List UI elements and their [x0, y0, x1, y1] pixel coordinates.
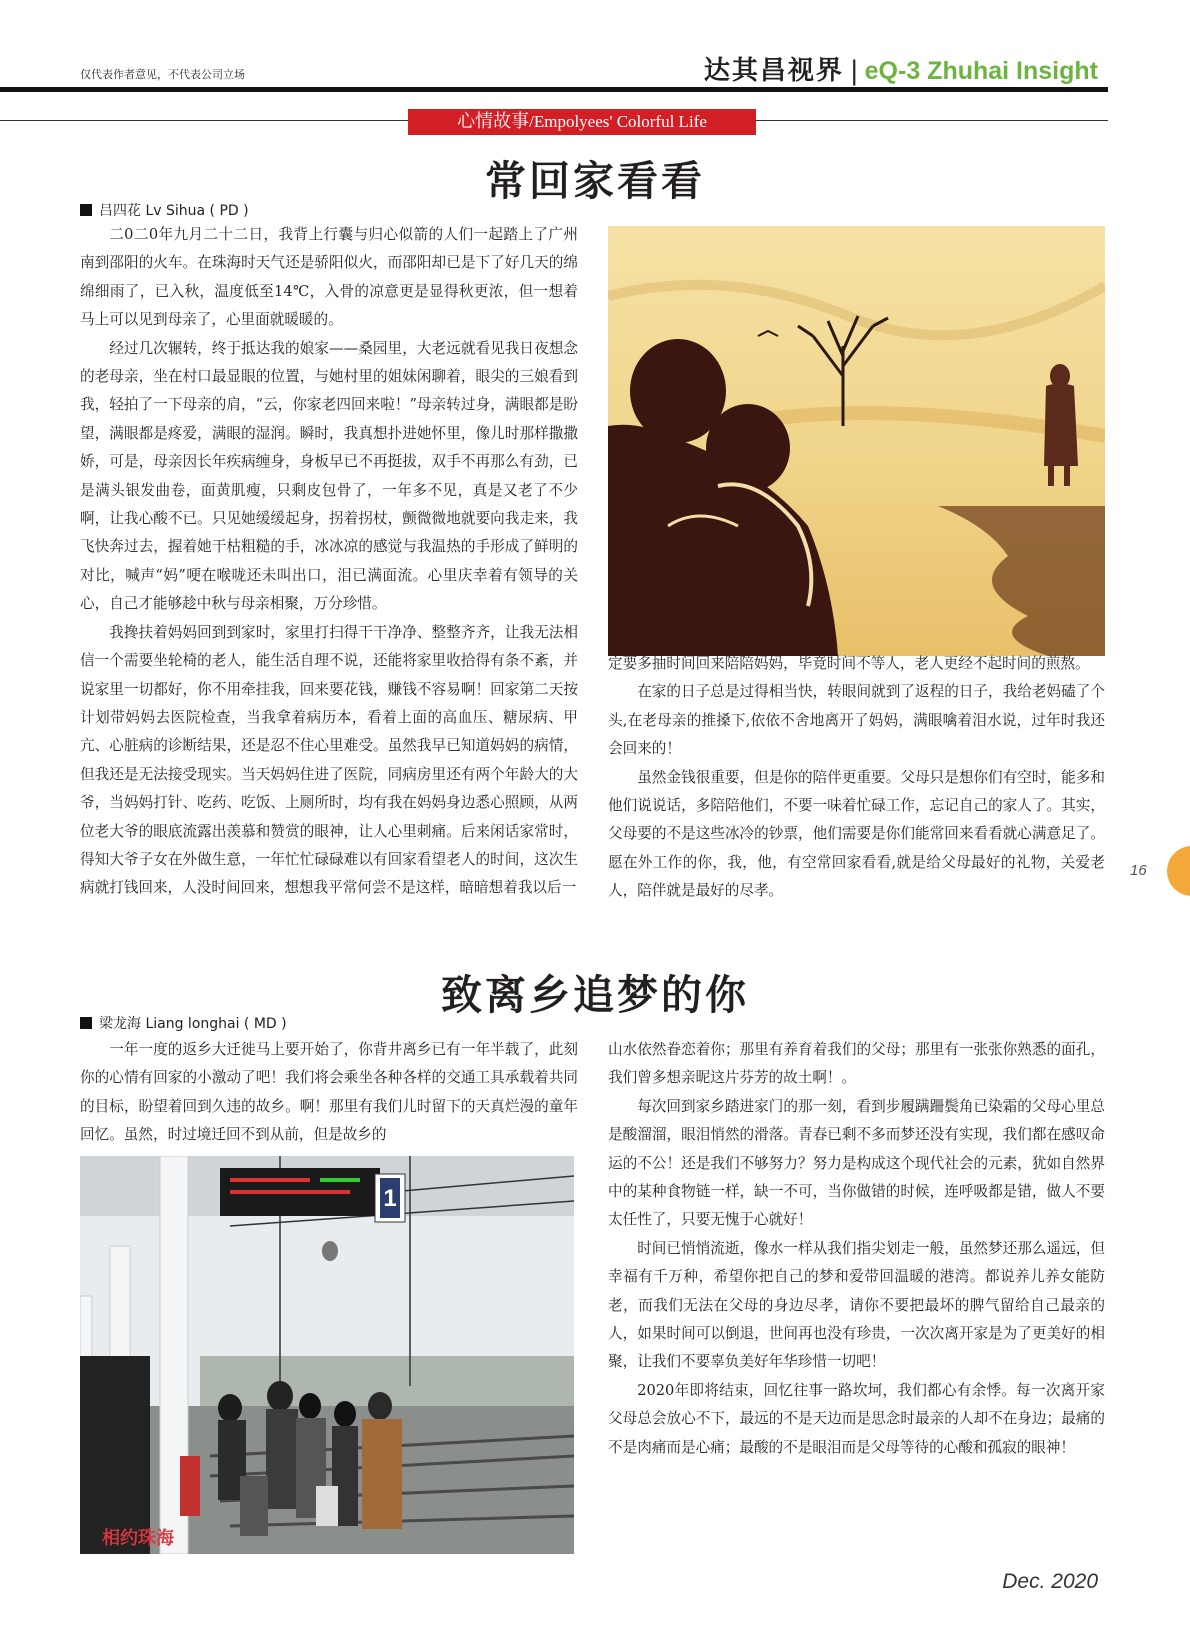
- photo-svg: [80, 1156, 574, 1554]
- brand-cn: 达其昌视界: [703, 56, 844, 86]
- article1-paragraph: 我搀扶着妈妈回到到家时，家里打扫得干干净净、整整齐齐，让我无法相信一个需要坐轮椅的老人，能生活自理不说，还能将家里收拾得有条不紊，并说家里一切都好，你不用牵挂我，回来要花钱，赚钱不容易啊！回家第二天按计划带妈妈去医院检查，当我拿着病历本，看着上面的高血压、糖尿病、甲亢、心脏病的诊断结果，还是忍不住心里难受。虽然我早已知道妈妈的病情，但我还是无法接受现实。当天妈妈住进了医院，同病房里还有两个年龄大的大爷，当妈妈打针、吃药、吃饭、上厕所时，均有我在妈妈身边悉心照顾，从两位老大爷的眼底流露出羡慕和赞赏的眼神，让人心里刺痛。后来闲话家常时，得知大爷子女在外做生意，一年忙忙碌碌难以有回家看望老人的时间，这次生病就打钱回来，人没时间回来，想想我平常何尝不是这样，暗暗想着我以后一: [80, 623, 578, 897]
- article2-title: 致离乡追梦的你: [441, 971, 749, 1019]
- brand-separator: |: [849, 56, 859, 86]
- masthead: [704, 50, 1098, 87]
- article1-left-column: [80, 221, 578, 903]
- article2-paragraph: 山水依然眷恋着你；那里有养育着我们的父母；那里有一张张你熟悉的面孔，我们曾多想亲昵这片芬芳的故土啊！。: [608, 1041, 1105, 1087]
- article2-paragraph: 每次回到家乡踏进家门的那一刻，看到步履蹒跚鬓角已染霜的父母心里总是酸溜溜，眼泪悄然的滑落。青春已剩不多而梦还没有实现，我们都在感叹命运的不公！还是我们不够努力？努力是构成这个现代社会的元素，犹如自然界中的某种食物链一样，缺一不可，当你做错的时候，连呼吸都是错，做人不要太任性了，只要无愧于心就好！: [608, 1097, 1105, 1229]
- article1-paragraph: 虽然金钱很重要，但是你的陪伴更重要。父母只是想你们有空时，能多和他们说说话，多陪陪他们，不要一味着忙碌工作，忘记自己的家人了。其实，父母要的不是这些冰冷的钞票，他们需要是你们能常回来看看就心满意足了。愿在外工作的你，我，他，有空常回家看看,就是给父母最好的礼物，关爱老人，陪伴就是最好的尽孝。: [608, 768, 1105, 900]
- article2-paragraph: 一年一度的返乡大迁徙马上要开始了，你背井离乡已有一年半载了，此刻你的心情有回家的小激动了吧！我们将会乘坐各种各样的交通工具承载着共同的目标，盼望着回到久违的故乡。啊！那里有我们儿时留下的天真烂漫的童年回忆。虽然，时过境迁回不到从前，但是故乡的: [80, 1041, 578, 1144]
- article2-author: 梁龙海 Liang longhai ( MD ): [99, 1016, 287, 1032]
- byline-square-icon: [80, 204, 92, 216]
- page-tab: [1167, 846, 1190, 896]
- article2-right-column: [608, 1036, 1105, 1462]
- article1-paragraph: 二0二0年九月二十二日，我背上行囊与归心似箭的人们一起踏上了广州南到邵阳的火车。在珠海时天气还是骄阳似火，而邵阳却已是下了好几天的绵绵细雨了，已入秋，温度低至14℃，入骨的凉意更是显得秋更浓，但一想着马上可以见到母亲了，心里面就暖暖的。: [80, 226, 578, 329]
- disclaimer: 仅代表作者意见，不代表公司立场: [80, 68, 245, 81]
- article1-paragraph: 在家的日子总是过得相当快，转眼间就到了返程的日子，我给老妈磕了个头,在老母亲的推搡下,依依不舍地离开了妈妈，满眼噙着泪水说，过年时我还会回来的！: [608, 683, 1105, 758]
- photo-watermark: 相约珠海: [102, 1528, 174, 1549]
- section-tag: [408, 109, 756, 135]
- camera-icon: [322, 1241, 338, 1261]
- article1-paragraph: 经过几次辗转，终于抵达我的娘家——桑园里，大老远就看见我日夜想念的老母亲，坐在村口最显眼的位置，与她村里的姐妹闲聊着，眼尖的三娘看到我，轻拍了一下母亲的肩，“云，你家老四回来啦！”母亲转过身，满眼都是盼望，满眼都是疼爱，满眼的湿润。瞬时，我真想扑进她怀里，像儿时那样撒撒娇，可是，母亲因长年疾病缠身，身板早已不再挺拔，双手不再那么有劲，已是满头银发曲卷，面黄肌瘦，只剩皮包骨了，一年多不见，真是又老了不少啊，让我心酸不已。只见她缓缓起身，拐着拐杖，颤微微地就要向我走来，我飞快奔过去，握着她干枯粗糙的手，冰冰凉的感觉与我温热的手形成了鲜明的对比，喊声“妈”哽在喉咙还未叫出口，泪已满面流。心里庆幸着有领导的关心，自己才能够趁中秋与母亲相聚，万分珍惜。: [80, 339, 578, 613]
- section-tag-cn: 心情故事: [457, 111, 530, 132]
- article1-author: 吕四花 Lv Sihua ( PD ): [99, 203, 249, 219]
- illustration-painting: [608, 226, 1105, 656]
- article2-byline: [80, 1013, 287, 1033]
- page-number: 16: [1130, 862, 1147, 879]
- section-tag-en: /Empolyees' Colorful Life: [529, 112, 707, 131]
- painting-svg: [608, 226, 1105, 656]
- article1-paragraph: 定要多抽时间回来陪陪妈妈，毕竟时间不等人，老人更经不起时间的煎熬。: [608, 655, 1090, 672]
- header-rule: [0, 87, 1108, 92]
- platform-number: 1: [383, 1185, 397, 1212]
- article1-title: 常回家看看: [485, 157, 705, 205]
- article2-paragraph: 2020年即将结束，回忆往事一路坎坷，我们都心有余悸。每一次离开家父母总会放心不下，最远的不是天边而是思念时最亲的人却不在身边；最痛的不是肉痛而是心痛；最酸的不是眼泪而是父母等待的心酸和孤寂的眼神！: [608, 1381, 1105, 1456]
- article1-right-column: [608, 650, 1105, 906]
- article2-left-column: [80, 1036, 578, 1150]
- issue-date: Dec. 2020: [1002, 1570, 1098, 1593]
- byline-square-icon: [80, 1017, 92, 1029]
- article1-byline: [80, 200, 249, 220]
- article2-paragraph: 时间已悄悄流逝，像水一样从我们指尖划走一般，虽然梦还那么遥远，但幸福有千万种，希望你把自己的梦和爱带回温暖的港湾。都说养儿养女能防老，而我们无法在父母的身边尽孝，请你不要把最坏的脾气留给自己最亲的人，如果时间可以倒退，世间再也没有珍贵，一次次离开家是为了更美好的相聚，让我们不要辜负美好年华珍惜一切吧！: [608, 1239, 1105, 1371]
- brand-en: eQ-3 Zhuhai Insight: [864, 57, 1098, 85]
- railway-station-photo: [80, 1156, 574, 1554]
